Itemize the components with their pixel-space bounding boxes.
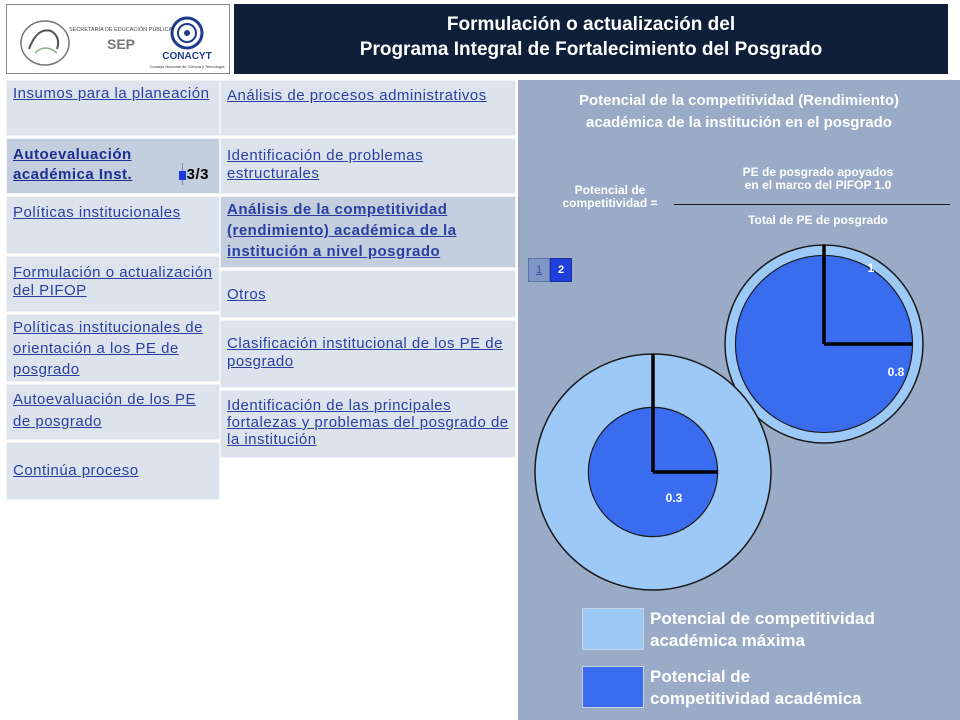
nav-label: Identificación de las principales fortalezas y problemas del posgrado de la institución — [227, 397, 509, 448]
nav-formulacion-pifop[interactable] — [6, 256, 220, 312]
legend-swatch-current — [582, 666, 644, 708]
chart-1-max-label: 1 — [867, 261, 875, 275]
svg-text:Consejo Nacional de Ciencia y: Consejo Nacional de Ciencia y Tecnología — [149, 64, 225, 69]
nav-continua-proceso[interactable] — [6, 442, 220, 500]
legend-label-max: Potencial de competitividad académica máxima — [650, 609, 875, 650]
nav-label: Políticas institucionales de orientación a los PE de posgrado — [13, 319, 203, 378]
legend-swatch-max — [582, 608, 644, 650]
nav-analisis-competitividad[interactable] — [220, 196, 516, 268]
progress-badge: 3/3 — [179, 165, 209, 185]
chart-1-value-label: 0.8 — [887, 365, 905, 379]
title-line-2: Programa Integral de Fortalecimiento del Posgrado — [359, 39, 823, 60]
formula-denominator: Total de PE de posgrado — [748, 213, 888, 227]
nav-clasificacion-pe[interactable] — [220, 320, 516, 388]
nav-label: Análisis de procesos administrativos — [227, 87, 487, 104]
nav-politicas-institucionales[interactable] — [6, 196, 220, 254]
formula-numerator: PE de posgrado apoyados en el marco del PIFOP 1.0 — [742, 165, 894, 192]
badge-marker-icon — [179, 171, 186, 180]
nav-label: Formulación o actualización del PIFOP — [13, 264, 213, 299]
svg-text:CONACYT: CONACYT — [162, 51, 212, 62]
nav-problemas-estructurales[interactable] — [220, 138, 516, 194]
legend-label-current: Potencial de competitividad académica — [650, 667, 862, 708]
nav-label: Autoevaluación de los PE de posgrado — [13, 391, 196, 430]
nav-analisis-procesos[interactable] — [220, 80, 516, 136]
nav-label: Identificación de problemas estructurales — [227, 147, 424, 182]
page-1-button[interactable]: 1 — [528, 258, 550, 282]
header-logos — [6, 4, 230, 74]
nav-otros[interactable] — [220, 270, 516, 318]
nav-politicas-orientacion-pe[interactable] — [6, 314, 220, 382]
conacyt-logo-icon — [147, 13, 227, 71]
nav-label: Políticas institucionales — [13, 204, 181, 221]
nav-label: Autoevaluación académica Inst. — [13, 146, 133, 183]
competitividad-panel — [518, 80, 960, 720]
nav-label: Otros — [227, 286, 267, 303]
page-2-button[interactable]: 2 — [550, 258, 572, 282]
nav-label: Análisis de la competitividad (rendimiento) académica de la institución a nivel posgrado — [227, 201, 457, 260]
nav-insumos-planeacion[interactable] — [6, 80, 220, 136]
nav-autoevaluacion-academica[interactable] — [6, 138, 220, 194]
svg-text:SEP: SEP — [107, 36, 136, 52]
nav-label: Continúa proceso — [13, 462, 139, 479]
sep-logo-icon — [17, 15, 173, 69]
nav-autoevaluacion-pe[interactable] — [6, 384, 220, 440]
page-title — [234, 4, 948, 74]
formula-left: Potencial de competitividad = — [562, 183, 658, 210]
nav-fortalezas-problemas[interactable] — [220, 390, 516, 458]
nav-label: Clasificación institucional de los PE de posgrado — [227, 335, 503, 370]
svg-text:SECRETARÍA DE EDUCACIÓN PÚBLIC: SECRETARÍA DE EDUCACIÓN PÚBLICA — [69, 27, 173, 33]
chart-2-value-label: 0.3 — [665, 491, 683, 505]
nav-label: Insumos para la planeación — [13, 85, 210, 102]
panel-title: Potencial de la competitividad (Rendimiento) académica de la institución en el posgrado — [578, 92, 900, 131]
title-line-1: Formulación o actualización del — [446, 14, 736, 35]
